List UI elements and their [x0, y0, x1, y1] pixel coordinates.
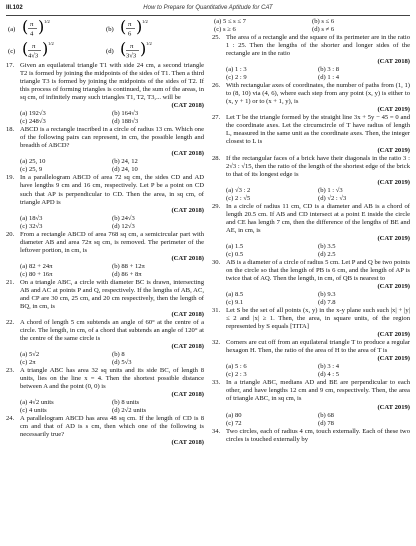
option-b: [106, 18, 204, 40]
numerator: π: [32, 43, 36, 50]
question: [212, 428, 410, 444]
exam-tag: (CAT 2019): [377, 331, 410, 339]
answer-option: (d) 12√3: [112, 222, 135, 230]
answer-option: (a) 25, 10: [20, 158, 46, 166]
right-question-list: [212, 34, 410, 444]
answer-options: [212, 291, 410, 307]
exam-tag: (CAT 2018): [171, 206, 204, 214]
answer-option: (a) 8.5: [226, 291, 244, 299]
exam-tag: (CAT 2019): [377, 234, 410, 242]
question-number: 23.: [6, 367, 15, 375]
fraction-a: [8, 18, 103, 40]
question-number: 34.: [212, 427, 221, 435]
right-column: [212, 18, 410, 444]
question-stem: [6, 367, 204, 399]
answer-options: [212, 187, 410, 203]
svg-text:(: (: [120, 39, 127, 58]
answer-options: [6, 110, 204, 126]
option-label: (d): [106, 48, 114, 55]
question-number: 24.: [6, 415, 15, 423]
question-text: In a parallelogram ABCD of area 72 sq cm, the sides CD and AD have lengths 9 cm and 16 cm, respectively. Let P be a point on CD such that AP is perpendicular to CD. Then the area, in sq cm, of triangle APD is: [20, 174, 204, 206]
question-stem: [212, 379, 410, 411]
question: [6, 319, 204, 367]
question-text: A triangle ABC has area 32 sq units and its side BC, of length 8 units, lies on the line x = 4. Then the shortest possible distance between A and the point (0, 0) is: [20, 367, 204, 391]
answer-option: (a) 5√2: [20, 351, 40, 359]
answer-option: (a) 5 : 6: [226, 363, 247, 371]
question-stem: [212, 339, 410, 363]
question: [212, 339, 410, 379]
question-stem: [212, 428, 410, 444]
answer-option: (a) √3 : 2: [226, 186, 251, 194]
question: [212, 82, 410, 114]
answer-option: (c) 4 units: [20, 407, 47, 415]
answer-option: (c) 0.5: [226, 250, 244, 258]
question-text: Let T be the triangle formed by the straight line 3x + 5y − 45 = 0 and the coordinate axes. Let the circumcircle of T have radius of length L, measured in the same unit as the coordinate axes. Then, the integer closest to L is: [226, 114, 410, 146]
answer-option: (b) 3 : 8: [318, 66, 340, 74]
answer-option: (d) 7.8: [318, 299, 336, 307]
question-text: If the rectangular faces of a brick have their diagonals in the ratio 3 : 2√3 : √15, then the ratio of the length of the shortest edge of the brick to that of its longest edge is: [226, 154, 410, 178]
question: [212, 203, 410, 259]
question-text: Given an equilateral triangle T1 with side 24 cm, a second triangle T2 is formed by joining the midpoints of the sides of T1. Then a third triangle T3 is formed by joining the midpoints of the sides of T2. If this process of forming triangles is continued, the sum of the areas, in sq cm, of infinitely many such triangles T1, T2, T3,... will be: [20, 62, 204, 102]
option-d: [106, 40, 204, 62]
answer-option: (b) 68: [318, 411, 334, 419]
exponent: 1/2: [142, 19, 148, 24]
answer-option: (d) 1 : 4: [318, 74, 340, 82]
question: [212, 259, 410, 307]
answer-option: (c) 2π: [20, 359, 36, 367]
exam-tag: (CAT 2019): [377, 283, 410, 291]
denominator: 4√3: [28, 52, 39, 60]
left-column: [6, 18, 204, 448]
question: [6, 279, 204, 319]
answer-option: (c) 2 : √5: [226, 194, 251, 202]
answer-option: (a) 1.5: [226, 242, 244, 250]
answer-option: (c) 72: [226, 419, 242, 427]
exam-tag: (CAT 2018): [171, 102, 204, 110]
question-number: 19.: [6, 174, 15, 182]
answer-option: (b) 164√3: [112, 110, 139, 118]
fraction-c: [8, 40, 103, 62]
question-text: In a triangle ABC, medians AD and BE are perpendicular to each other, and have lengths 12 cm and 9 cm, respectively. Then, the area of triangle ABC, in sq cm, is: [226, 379, 410, 403]
question-number: 28.: [212, 154, 221, 162]
answer-options: [212, 66, 410, 82]
answer-option: (d) 4 : 5: [318, 371, 340, 379]
question: [6, 367, 204, 415]
exam-tag: (CAT 2019): [377, 355, 410, 363]
exam-tag: (CAT 2018): [171, 310, 204, 318]
svg-text:): ): [136, 17, 143, 36]
page-header: [6, 3, 410, 16]
question-text: From a rectangle ABCD of area 768 sq cm, a semicircular part with diameter AB and area 72π sq cm, is removed. The perimeter of the leftover portion, in cm, is: [20, 230, 204, 254]
running-title: How to Prepare for Quantitative Aptitude for CAT: [143, 5, 273, 11]
answer-options: [212, 243, 410, 259]
answer-option: (c) 25, 9: [20, 166, 43, 174]
question-stem: [6, 174, 204, 214]
question-text: With rectangular axes of coordinates, the number of paths from (1, 1) to (8, 10) via (4, 6), where each step from any point (x, y) is either to (x, y + 1) or to (x + 1, y), is: [226, 82, 410, 106]
answer-option: (c) 9.1: [226, 299, 244, 307]
svg-text:(: (: [22, 17, 29, 36]
question: [6, 415, 204, 447]
answer-option: (c) 248√3: [20, 118, 46, 126]
question-text: A parallelogram ABCD has area 48 sq cm. If the length of CD is 8 cm and that of AD is s cm, then which one of the following is necessarily true?: [20, 415, 204, 439]
question-stem: [6, 62, 204, 110]
exam-tag: (CAT 2019): [377, 106, 410, 114]
option-c: [8, 40, 106, 62]
answer-option: (d) 5√3: [112, 359, 132, 367]
question-number: 33.: [212, 379, 221, 387]
option-label: (c): [8, 48, 16, 55]
question-stem: [6, 279, 204, 319]
answer-option: (d) 24, 10: [112, 166, 138, 174]
question: [212, 379, 410, 427]
fraction-options-row-2: [6, 40, 204, 62]
answer-option: (b) 3.5: [318, 242, 336, 250]
answer-option: (d) 2√2 units: [112, 407, 147, 415]
question-stem: [212, 307, 410, 339]
question: [212, 307, 410, 339]
exponent: 1/2: [48, 41, 54, 46]
question-stem: [6, 231, 204, 263]
fraction-b: [106, 18, 201, 40]
question-number: 25.: [212, 34, 221, 42]
question-stem: [212, 34, 410, 66]
answer-option: (b) 8: [112, 351, 125, 359]
carryover-options: [212, 18, 410, 34]
option: (c) s ≥ 6: [214, 26, 236, 34]
exam-tag: (CAT 2018): [171, 439, 204, 447]
answer-option: (b) 24√3: [112, 214, 135, 222]
question: [6, 231, 204, 279]
page-code: III.102: [6, 5, 23, 11]
question-number: 31.: [212, 307, 221, 315]
answer-option: (d) 86 + 8π: [112, 270, 142, 278]
answer-option: (a) 4√2 units: [20, 399, 54, 407]
answer-option: (b) 3 : 4: [318, 363, 340, 371]
question-number: 27.: [212, 114, 221, 122]
answer-option: (d) √2 : √3: [318, 194, 347, 202]
question-text: Let S be the set of all points (x, y) in the x-y plane such such |x| + |y| ≤ 2 and |x| ≥ 1. Then, the area, in square units, of the region represented by S equals [TITA]: [226, 307, 410, 331]
question-text: In a circle of radius 11 cm, CD is a diameter and AB is a chord of length 20.5 cm. If AB and CD intersect at a point E inside the circle and CE has length 7 cm, then the difference of the lengths of BE and AE, in cm, is: [226, 202, 410, 234]
exam-tag: (CAT 2019): [377, 403, 410, 411]
numerator: π: [128, 21, 132, 28]
answer-option: (c) 80 + 16π: [20, 270, 53, 278]
question-stem: [212, 114, 410, 154]
question-stem: [212, 203, 410, 243]
question-number: 30.: [212, 258, 221, 266]
answer-option: (d) 2.5: [318, 250, 336, 258]
option-label: (a): [8, 26, 16, 33]
question-text: AB is a diameter of a circle of radius 5 cm. Let P and Q be two points on the circle so that the length of PB is 6 cm, and the length of AP is twice that of AQ. Then the length, in cm, of QB is nearest to: [226, 258, 410, 282]
question: [212, 34, 410, 82]
exam-tag: (CAT 2018): [171, 254, 204, 262]
question: [6, 126, 204, 174]
answer-options: [6, 215, 204, 231]
question-number: 20.: [6, 230, 15, 238]
question-number: 32.: [212, 339, 221, 347]
exam-tag: (CAT 2018): [171, 150, 204, 158]
question-number: 17.: [6, 62, 15, 69]
answer-option: (a) 1 : 3: [226, 66, 247, 74]
question-text: Corners are cut off from an equilateral triangle T to produce a regular hexagon H. Then, the ratio of the area of H to the area of T is: [226, 339, 410, 355]
answer-option: (b) 1 : √3: [318, 186, 343, 194]
question-stem: [6, 415, 204, 447]
answer-option: (a) 82 + 24π: [20, 262, 53, 270]
svg-text:(: (: [22, 39, 29, 58]
exponent: 1/2: [44, 19, 50, 24]
question-text: The area of a rectangle and the square of its perimeter are in the ratio 1 : 25. Then the lengths of the shorter and longer sides of the rectangle are in the ratio: [226, 34, 410, 58]
question-text: A chord of length 5 cm subtends an angle of 60° at the centre of a circle. The length, in cm, of a chord that subtends an angle of 120° at the centre of the same circle is: [20, 319, 204, 343]
option-label: (b): [106, 26, 114, 33]
question-text: ABCD is a rectangle inscribed in a circle of radius 13 cm. Which one of the following pairs can represent, in cm, the possible length and breadth of ABCD?: [20, 126, 204, 150]
answer-option: (b) 88 + 12π: [112, 262, 145, 270]
exam-tag: (CAT 2019): [377, 178, 410, 186]
svg-text:): ): [140, 39, 147, 58]
svg-text:): ): [38, 17, 45, 36]
numerator: π: [30, 21, 34, 28]
exam-tag: (CAT 2018): [377, 58, 410, 66]
question-number: 21.: [6, 278, 15, 286]
question: [6, 62, 204, 126]
exam-tag: (CAT 2018): [171, 343, 204, 351]
answer-option: (a) 18√3: [20, 214, 43, 222]
denominator: 3√3: [126, 52, 137, 60]
answer-option: (b) 9.3: [318, 291, 336, 299]
question-stem: [6, 319, 204, 351]
answer-option: (a) 192√3: [20, 110, 46, 118]
option: (a) 5 ≤ s ≤ 7: [214, 18, 246, 25]
answer-options: [6, 158, 204, 174]
answer-options: [6, 263, 204, 279]
question: [212, 155, 410, 203]
left-question-list: [6, 62, 204, 448]
fraction-options-row-1: [6, 18, 204, 40]
exam-tag: (CAT 2019): [377, 146, 410, 154]
answer-options: [212, 363, 410, 379]
answer-option: (b) 8 units: [112, 399, 140, 407]
option: (b) s ≤ 6: [312, 18, 335, 25]
exam-tag: (CAT 2018): [171, 391, 204, 399]
answer-options: [6, 351, 204, 367]
numerator: π: [130, 43, 134, 50]
question-stem: [212, 155, 410, 187]
exponent: 1/2: [146, 41, 152, 46]
question-stem: [212, 259, 410, 291]
question-number: 22.: [6, 319, 15, 326]
option: (d) s ≠ 6: [312, 26, 335, 34]
question-text: Two circles, each of radius 4 cm, touch externally. Each of these two circles is touched externally by: [226, 427, 410, 443]
answer-option: (d) 188√3: [112, 118, 139, 126]
answer-option: (a) 80: [226, 411, 242, 419]
question-text: On a triangle ABC, a circle with diameter BC is drawn, intersecting AB and AC at points P and Q, respectively. If the lengths of AB, AC, and CP are 30 cm, 25 cm, and 20 cm respectively, then the length of BQ, in cm, is: [20, 278, 204, 310]
question-stem: [212, 82, 410, 114]
question-number: 18.: [6, 126, 15, 134]
question: [212, 114, 410, 154]
answer-option: (d) 78: [318, 419, 334, 427]
denominator: 6: [128, 30, 132, 38]
fraction-d: [106, 40, 201, 62]
answer-options: [6, 399, 204, 415]
answer-option: (b) 24, 12: [112, 158, 138, 166]
question-number: 26.: [212, 82, 221, 90]
denominator: 4: [30, 30, 34, 38]
svg-text:(: (: [120, 17, 127, 36]
question: [6, 174, 204, 230]
question-stem: [6, 126, 204, 158]
answer-option: (c) 2 : 3: [226, 371, 247, 379]
option-a: [8, 18, 106, 40]
svg-text:): ): [42, 39, 49, 58]
answer-option: (c) 32√3: [20, 222, 43, 230]
question-number: 29.: [212, 202, 221, 210]
answer-option: (c) 2 : 9: [226, 74, 247, 82]
answer-options: [212, 412, 410, 428]
